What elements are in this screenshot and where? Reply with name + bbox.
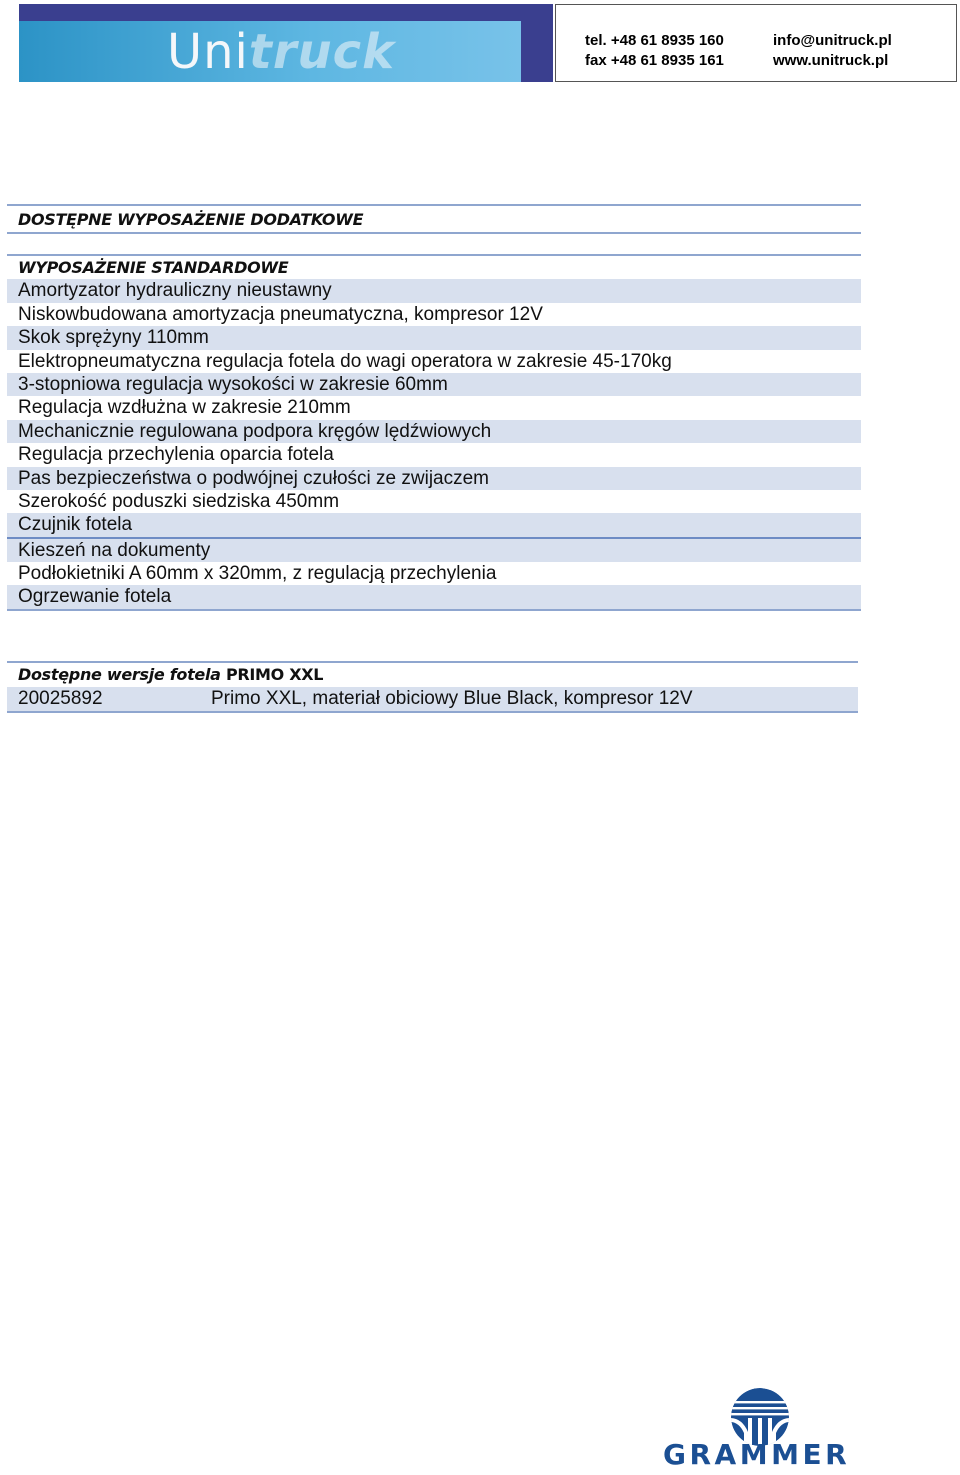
table-rule bbox=[7, 232, 861, 234]
standard-equipment-table bbox=[7, 254, 861, 611]
optional-equipment-table bbox=[7, 204, 861, 234]
equipment-item: Niskowbudowana amortyzacja pneumatyczna, kompresor 12V bbox=[18, 303, 543, 325]
equipment-item: Szerokość poduszki siedziska 450mm bbox=[18, 490, 340, 512]
grammer-logo-text: GRAMMER bbox=[663, 1438, 851, 1471]
equipment-item: Czujnik fotela bbox=[7, 513, 861, 536]
equipment-item: Podłokietniki A 60mm x 320mm, z regulacją przechylenia bbox=[18, 563, 497, 585]
available-versions-table bbox=[7, 661, 858, 713]
optional-equipment-heading: DOSTĘPNE WYPOSAŻENIE DODATKOWE bbox=[18, 210, 364, 229]
versions-heading-product: PRIMO XXL bbox=[225, 665, 324, 684]
equipment-item: Regulacja przechylenia oparcia fotela bbox=[18, 444, 334, 466]
phone-number: tel. +48 61 8935 160 bbox=[585, 32, 724, 49]
unitruck-logo-banner bbox=[19, 4, 553, 82]
equipment-item: Amortyzator hydrauliczny nieustawny bbox=[7, 279, 861, 302]
equipment-item: Kieszeń na dokumenty bbox=[7, 539, 861, 562]
website-link[interactable]: www.unitruck.pl bbox=[773, 52, 889, 69]
equipment-item: Ogrzewanie fotela bbox=[7, 585, 861, 608]
equipment-item: Regulacja wzdłużna w zakresie 210mm bbox=[18, 397, 351, 419]
equipment-item: Pas bezpieczeństwa o podwójnej czułości ze zwijaczem bbox=[7, 467, 861, 490]
email-link[interactable]: info@unitruck.pl bbox=[773, 32, 892, 49]
version-row bbox=[7, 687, 858, 711]
standard-equipment-heading: WYPOSAŻENIE STANDARDOWE bbox=[18, 258, 289, 277]
equipment-item: 3-stopniowa regulacja wysokości w zakresie 60mm bbox=[7, 373, 861, 396]
available-versions-heading bbox=[7, 663, 858, 687]
table-rule bbox=[7, 711, 858, 713]
version-description: Primo XXL, materiał obiciowy Blue Black, kompresor 12V bbox=[211, 688, 693, 709]
equipment-item: Elektropneumatyczna regulacja fotela do wagi operatora w zakresie 45-170kg bbox=[18, 350, 672, 372]
banner-right-stripe bbox=[521, 4, 553, 82]
contact-box bbox=[555, 4, 957, 82]
logo-part-uni: Uni bbox=[167, 24, 249, 80]
versions-heading-prefix: Dostępne wersje fotela bbox=[18, 665, 221, 684]
fax-number: fax +48 61 8935 161 bbox=[585, 52, 724, 69]
unitruck-logo bbox=[167, 24, 395, 80]
logo-part-truck: truck bbox=[248, 24, 396, 80]
equipment-item: Skok sprężyny 110mm bbox=[7, 326, 861, 349]
version-code: 20025892 bbox=[18, 688, 103, 709]
table-rule bbox=[7, 609, 861, 611]
equipment-item: Mechanicznie regulowana podpora kręgów lędźwiowych bbox=[7, 420, 861, 443]
banner-top-stripe bbox=[19, 4, 553, 21]
